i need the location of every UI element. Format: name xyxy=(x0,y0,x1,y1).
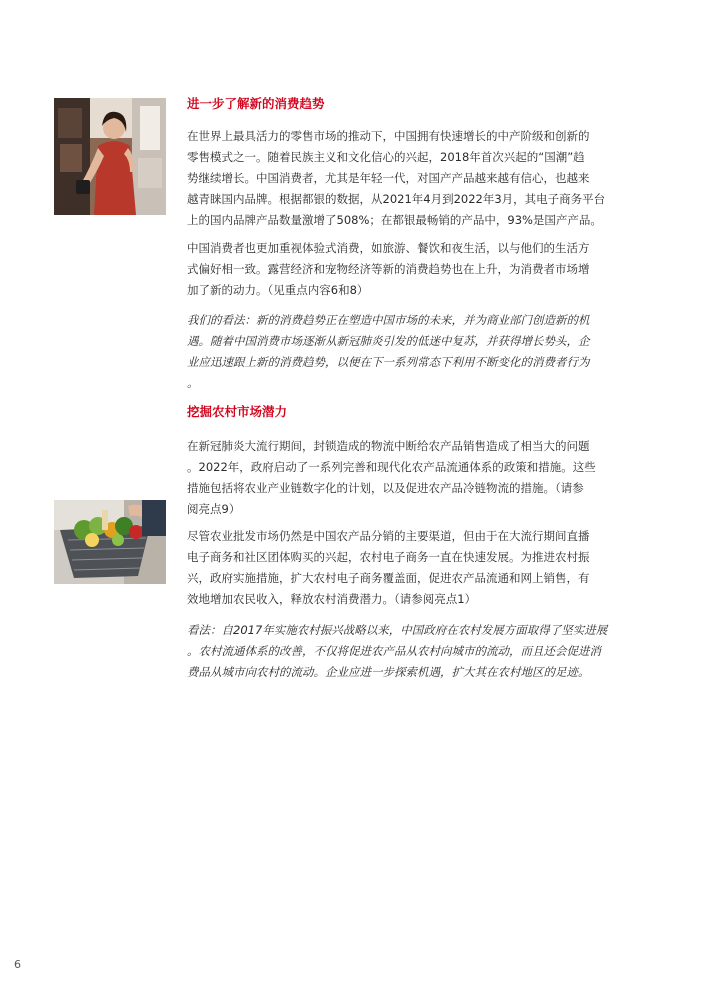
section-rural-market xyxy=(187,404,674,420)
text-line: 看法：自2017年实施农村振兴战略以来，中国政府在农村发展方面取得了坚实进展 xyxy=(187,623,608,637)
text-line: 电子商务和社区团体购买的兴起，农村电子商务一直在快速发展。为推进农村振 xyxy=(187,550,590,564)
text-line: 阅亮点9） xyxy=(187,502,241,516)
text-line: 越青睐国内品牌。根据都银的数据，从2021年4月到2022年3月，其电子商务平台 xyxy=(187,192,606,206)
text-line: 中国消费者也更加重视体验式消费，如旅游、餐饮和夜生活，以与他们的生活方 xyxy=(187,241,590,255)
paragraph-view-rural-revitalization xyxy=(187,620,674,683)
text-line: 遇。随着中国消费市场逐渐从新冠肺炎引发的低迷中复苏，并获得增长势头，企 xyxy=(187,334,590,348)
paragraph-logistics-disruption xyxy=(187,436,674,520)
text-line: 。农村流通体系的改善，不仅将促进农产品从农村向城市的流动，而且还会促进消 xyxy=(187,644,601,658)
page-number: 6 xyxy=(14,958,21,971)
shopping-woman-photo xyxy=(54,98,166,215)
paragraph-retail-market xyxy=(187,126,674,231)
section-consumption-trends xyxy=(187,96,674,112)
paragraph-rural-ecommerce xyxy=(187,526,674,610)
text-line: 。 xyxy=(187,376,199,390)
text-line: 我们的看法：新的消费趋势正在塑造中国市场的未来，并为商业部门创造新的机 xyxy=(187,313,590,327)
text-line: 上的国内品牌产品数量激增了508%；在都银最畅销的产品中，93%是国产产品。 xyxy=(187,213,602,227)
text-line: 尽管农业批发市场仍然是中国农产品分销的主要渠道，但由于在大流行期间直播 xyxy=(187,529,590,543)
text-line: 式偏好相一致。露营经济和宠物经济等新的消费趋势也在上升，为消费者市场增 xyxy=(187,262,590,276)
shopping-cart-photo xyxy=(54,500,166,584)
shopping-woman-illustration xyxy=(54,98,166,215)
text-line: 效地增加农民收入，释放农村消费潜力。（请参阅亮点1） xyxy=(187,592,477,606)
section-heading: 挖掘农村市场潜力 xyxy=(187,404,288,419)
text-line: 。2022年，政府启动了一系列完善和现代化农产品流通体系的政策和措施。这些 xyxy=(187,460,596,474)
paragraph-experiential-consumption xyxy=(187,238,674,301)
grocery-cart-illustration xyxy=(54,500,166,584)
text-line: 加了新的动力。（见重点内容6和8） xyxy=(187,283,369,297)
text-line: 措施包括将农业产业链数字化的计划，以及促进农产品冷链物流的措施。（请参 xyxy=(187,481,584,495)
text-line: 费品从城市向农村的流动。企业应进一步探索机遇，扩大其在农村地区的足迹。 xyxy=(187,665,590,679)
text-line: 在世界上最具活力的零售市场的推动下，中国拥有快速增长的中产阶级和创新的 xyxy=(187,129,590,143)
text-line: 在新冠肺炎大流行期间，封锁造成的物流中断给农产品销售造成了相当大的问题 xyxy=(187,439,590,453)
text-line: 业应迅速跟上新的消费趋势，以便在下一系列常态下利用不断变化的消费者行为 xyxy=(187,355,590,369)
text-line: 势继续增长。中国消费者，尤其是年轻一代，对国产产品越来越有信心，也越来 xyxy=(187,171,590,185)
section-heading: 进一步了解新的消费趋势 xyxy=(187,96,325,111)
text-line: 零售模式之一。随着民族主义和文化信心的兴起，2018年首次兴起的“国潮”趋 xyxy=(187,150,585,164)
text-line: 兴，政府实施措施，扩大农村电子商务覆盖面，促进农产品流通和网上销售，有 xyxy=(187,571,590,585)
paragraph-our-view-trends xyxy=(187,310,674,394)
